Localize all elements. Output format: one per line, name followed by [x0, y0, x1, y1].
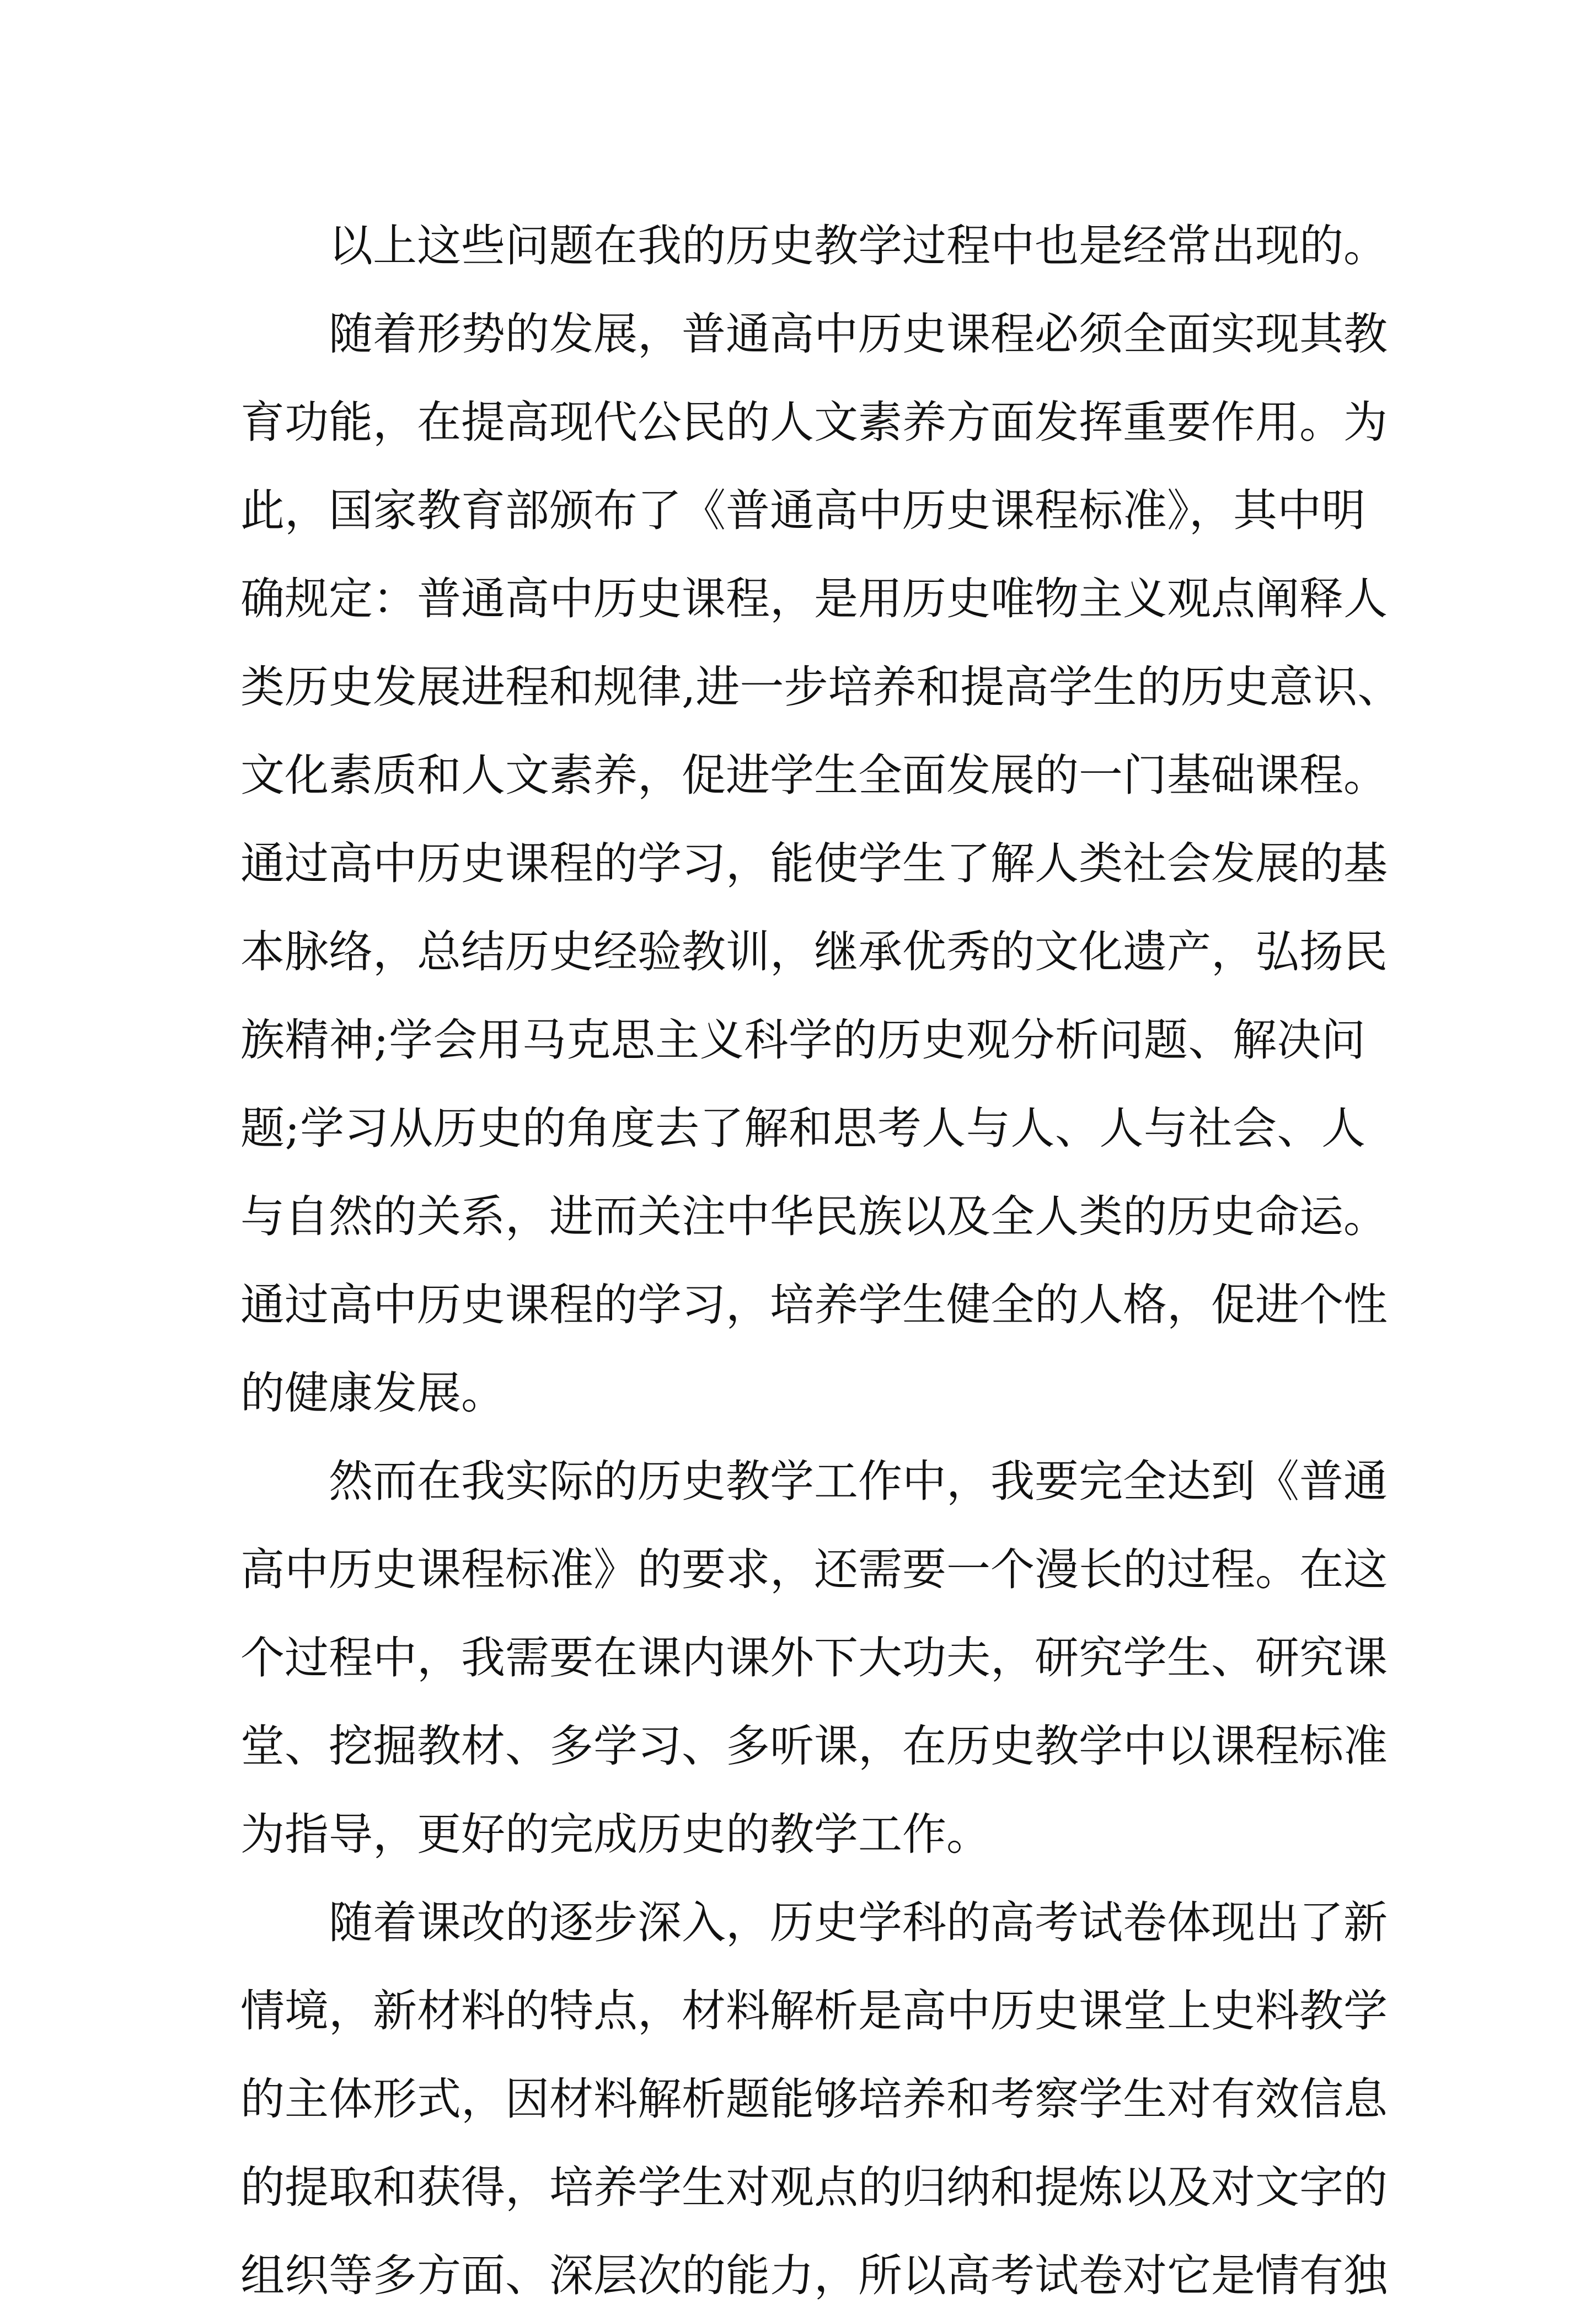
- text-line: 族精神;学会用马克思主义科学的历史观分析问题、解决问: [240, 1014, 1365, 1066]
- text-line: 的健康发展。: [240, 1367, 505, 1419]
- text-line: 确规定：普通高中历史课程，是用历史唯物主义观点阐释人: [240, 573, 1388, 624]
- text-line: 情境，新材料的特点，材料解析是高中历史课堂上史料教学: [240, 1985, 1388, 2036]
- text-line: 通过高中历史课程的学习，能使学生了解人类社会发展的基: [240, 838, 1388, 889]
- text-line: 为指导，更好的完成历史的教学工作。: [240, 1809, 990, 1860]
- text-line: 育功能，在提高现代公民的人文素养方面发挥重要作用。为: [240, 397, 1388, 448]
- text-line: 与自然的关系，进而关注中华民族以及全人类的历史命运。: [240, 1191, 1388, 1242]
- text-line: 个过程中，我需要在课内课外下大功夫，研究学生、研究课: [240, 1632, 1388, 1683]
- text-line: 随着课改的逐步深入，历史学科的高考试卷体现出了新: [329, 1897, 1388, 1948]
- document-body: [240, 202, 1402, 2320]
- paragraph-1: [240, 202, 1388, 290]
- text-line: 通过高中历史课程的学习，培养学生健全的人格，促进个性: [240, 1279, 1388, 1330]
- text-line: 高中历史课程标准》的要求，还需要一个漫长的过程。在这: [240, 1544, 1388, 1595]
- paragraph-4: [240, 1879, 1388, 2320]
- text-line: 然而在我实际的历史教学工作中，我要完全达到《普通: [329, 1456, 1388, 1507]
- text-line: 组织等多方面、深层次的能力，所以高考试卷对它是情有独: [240, 2250, 1388, 2301]
- text-line: 题;学习从历史的角度去了解和思考人与人、人与社会、人: [240, 1103, 1365, 1154]
- paragraph-2: [240, 290, 1402, 1437]
- text-line: 的主体形式，因材料解析题能够培养和考察学生对有效信息: [240, 2073, 1388, 2125]
- text-line: 以上这些问题在我的历史教学过程中也是经常出现的。: [329, 220, 1388, 271]
- text-line: 的提取和获得，培养学生对观点的归纳和提炼以及对文字的: [240, 2162, 1388, 2213]
- text-line: 堂、挖掘教材、多学习、多听课，在历史教学中以课程标准: [240, 1720, 1388, 1772]
- text-line: 文化素质和人文素养，促进学生全面发展的一门基础课程。: [240, 750, 1388, 801]
- text-line: 此，国家教育部颁布了《普通高中历史课程标准》，其中明: [240, 485, 1365, 536]
- text-line: 类历史发展进程和规律,进一步培养和提高学生的历史意识、: [240, 661, 1402, 713]
- text-line: 本脉络，总结历史经验教训，继承优秀的文化遗产，弘扬民: [240, 926, 1388, 977]
- text-line: 随着形势的发展，普通高中历史课程必须全面实现其教: [329, 308, 1388, 360]
- paragraph-3: [240, 1437, 1388, 1879]
